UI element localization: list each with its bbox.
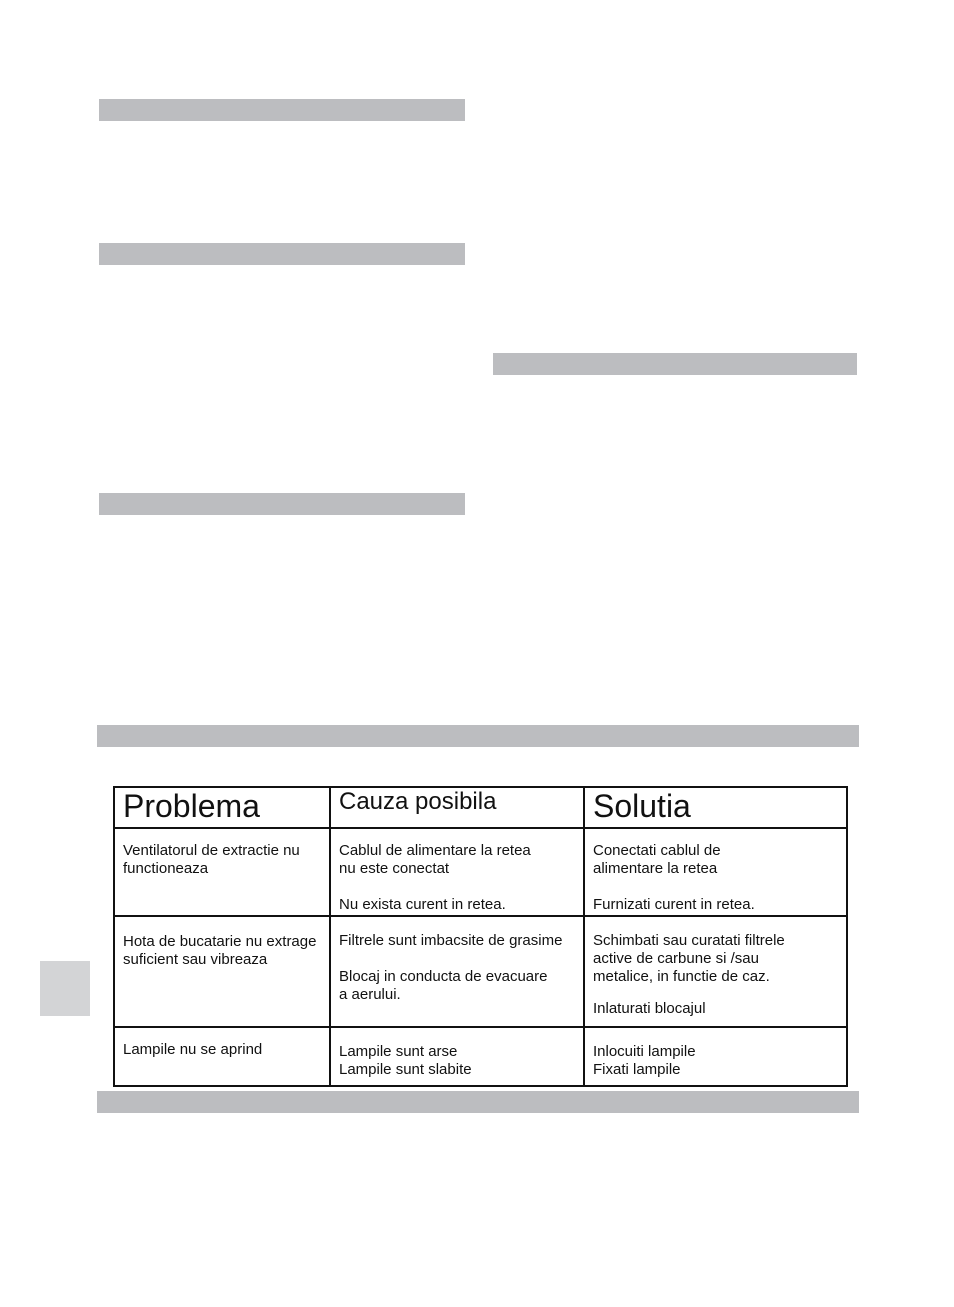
table-header-row — [114, 787, 847, 828]
table-row — [114, 828, 847, 916]
cause-text: Lampile sunt arse Lampile sunt slabite — [339, 1043, 472, 1078]
cause-text: Filtrele sunt imbacsite de grasime — [339, 932, 563, 949]
section-bar-2 — [99, 243, 465, 265]
cause-text: Nu exista curent in retea. — [339, 896, 506, 913]
section-bar-3 — [493, 353, 857, 375]
header-problem: Problema — [114, 787, 330, 828]
section-bar-4 — [99, 493, 465, 515]
side-language-tab — [40, 961, 90, 1016]
solution-text: Schimbati sau curatati filtrele active de carbune si /sau metalice, in functie de caz. — [593, 932, 785, 985]
table-row — [114, 1027, 847, 1086]
section-bar-wide-bottom — [97, 1091, 859, 1113]
solution-text: Inlaturati blocajul — [593, 1000, 706, 1017]
section-bar-wide-top — [97, 725, 859, 747]
problem-text: Ventilatorul de extractie nu functioneaza — [123, 842, 300, 877]
solution-text: Furnizati curent in retea. — [593, 896, 755, 913]
header-cause: Cauza posibila — [330, 787, 584, 828]
cause-text: Blocaj in conducta de evacuare a aerului. — [339, 968, 548, 1003]
solution-text: Inlocuiti lampile Fixati lampile — [593, 1043, 696, 1078]
solution-text: Conectati cablul de alimentare la retea — [593, 842, 721, 877]
cause-text: Cablul de alimentare la retea nu este conectat — [339, 842, 531, 877]
header-solution: Solutia — [584, 787, 847, 828]
troubleshooting-table — [113, 786, 848, 1087]
problem-text: Lampile nu se aprind — [123, 1041, 263, 1058]
section-bar-1 — [99, 99, 465, 121]
problem-text: Hota de bucatarie nu extrage suficient sau vibreaza — [123, 933, 317, 968]
table-row — [114, 916, 847, 1027]
